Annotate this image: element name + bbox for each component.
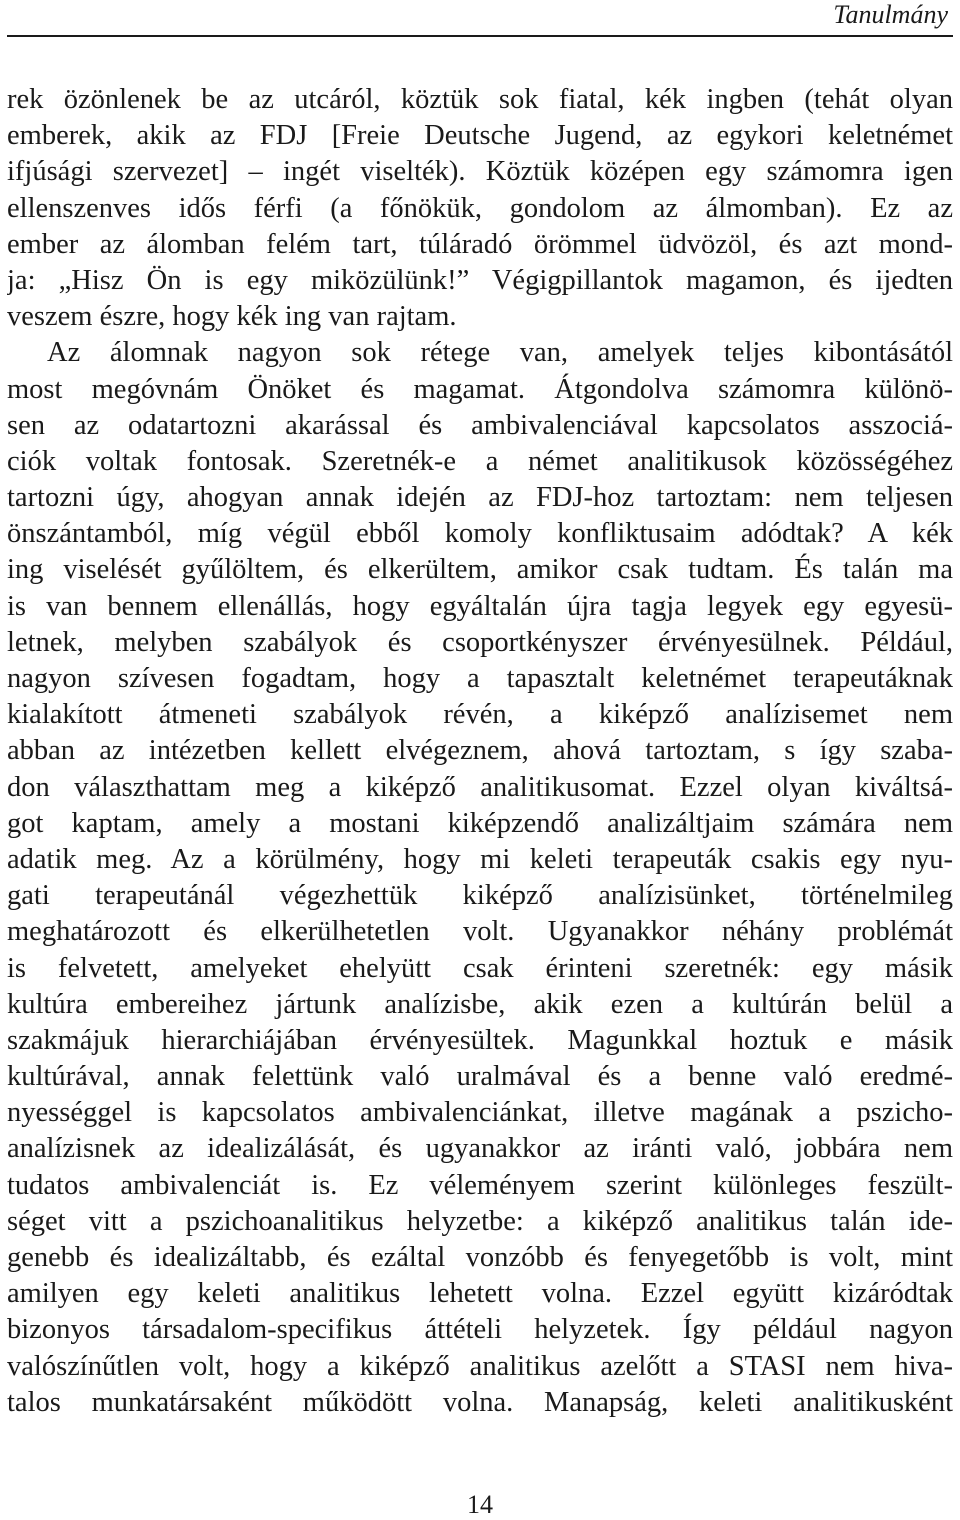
text-line: ifjúsági szervezet] – ingét viselték). Köztük középen egy számomra igen: [7, 156, 953, 188]
text-line: most megóvnám Önöket és magamat. Átgondolva számomra különö-: [7, 373, 953, 405]
text-line: analízisnek az idealizálását, és ugyanakkor az iránti való, jobbára nem: [7, 1133, 953, 1165]
header-rule: [7, 35, 953, 37]
text-line: valószínűtlen volt, hogy a kiképző analitikus azelőtt a STASI nem hiva-: [7, 1350, 953, 1382]
text-line: ing viselését gyűlöltem, és elkerültem, amikor csak tudtam. És talán ma: [7, 554, 953, 586]
text-line: Az álomnak nagyon sok rétege van, amelyek teljes kibontásától: [47, 337, 953, 369]
body-text: [7, 82, 953, 1457]
text-line: adatik meg. Az a körülmény, hogy mi keleti terapeuták csakis egy nyu-: [7, 843, 953, 875]
page-number: 14: [467, 1490, 493, 1519]
text-line: nagyon szívesen fogadtam, hogy a tapasztalt keletnémet terapeutáknak: [7, 663, 953, 694]
text-line: gati terapeutánál végezhettük kiképző analízisünket, történelmileg: [7, 880, 953, 912]
text-line: got kaptam, amely a mostani kiképzendő analizáltjaim számára nem: [7, 807, 953, 839]
text-line: veszem észre, hogy kék ing van rajtam.: [7, 301, 457, 333]
text-line: tudatos ambivalenciát is. Ez véleményem szerint különleges feszült-: [7, 1169, 953, 1201]
text-line: ciók voltak fontosak. Szeretnék-e a német analitikusok közösségéhez: [7, 445, 953, 477]
text-line: is felvetett, amelyeket ehelyütt csak érinteni szeretnék: egy másik: [7, 952, 953, 984]
text-line: ja: „Hisz Ön is egy miközülünk!” Végigpillantok magamon, és ijedten: [7, 264, 953, 296]
text-line: letnek, melyben szabályok és csoportkényszer érvényesülnek. Például,: [7, 626, 953, 658]
text-line: önszántamból, míg végül ebből komoly konfliktusaim adódtak? A kék: [7, 518, 953, 550]
text-line: talos munkatársaként működött volna. Manapság, keleti analitikusként: [7, 1386, 953, 1418]
text-line: [7, 1421, 953, 1457]
running-head: Tanulmány: [833, 0, 948, 29]
text-line: ember az álomban felém tart, túláradó örömmel üdvözöl, és azt mond-: [7, 228, 953, 260]
text-line: bizonyos társadalom-specifikus áttételi helyzetek. Így például nagyon: [7, 1314, 953, 1346]
text-line: kultúra embereihez jártunk analízisbe, akik ezen a kultúrán belül a: [7, 988, 953, 1020]
text-line: amilyen egy keleti analitikus lehetett volna. Ezzel együtt kizáródtak: [7, 1278, 953, 1310]
text-line: nyességgel is kapcsolatos ambivalenciánkat, illetve magának a pszicho-: [7, 1097, 953, 1129]
text-line: don választhattam meg a kiképző analitikusomat. Ezzel olyan kiváltsá-: [7, 771, 953, 803]
text-line: kultúrával, annak felettünk való uralmával és a benne való eredmé-: [7, 1061, 953, 1093]
text-line: genebb és idealizáltabb, és ezáltal vonzóbb és fenyegetőbb is volt, mint: [7, 1242, 953, 1273]
text-line: meghatározott és elkerülhetetlen volt. Ugyanakkor néhány problémát: [7, 916, 953, 948]
text-line: ellenszenves idős férfi (a főnökük, gondolom az álmomban). Ez az: [7, 192, 953, 224]
text-line: abban az intézetben kellett elvégeznem, ahová tartoztam, s így szaba-: [7, 735, 953, 767]
text-line: rek özönlenek be az utcáról, köztük sok fiatal, kék ingben (tehát olyan: [7, 84, 953, 115]
text-line: séget vitt a pszichoanalitikus helyzetbe: a kiképző analitikus talán ide-: [7, 1205, 953, 1237]
text-line: is van bennem ellenállás, hogy egyáltalán újra tagja legyek egy egyesü-: [7, 590, 953, 622]
text-line: kialakított átmeneti szabályok révén, a kiképző analízisemet nem: [7, 699, 953, 731]
text-line: emberek, akik az FDJ [Freie Deutsche Jugend, az egykori keletnémet: [7, 120, 953, 152]
text-line: szakmájuk hierarchiájában érvényesültek. Magunkkal hoztuk e másik: [7, 1024, 953, 1056]
text-line: sen az odatartozni akarással és ambivalenciával kapcsolatos asszociá-: [7, 409, 953, 441]
text-line: tartozni úgy, ahogyan annak idején az FDJ-hoz tartoztam: nem teljesen: [7, 482, 953, 514]
